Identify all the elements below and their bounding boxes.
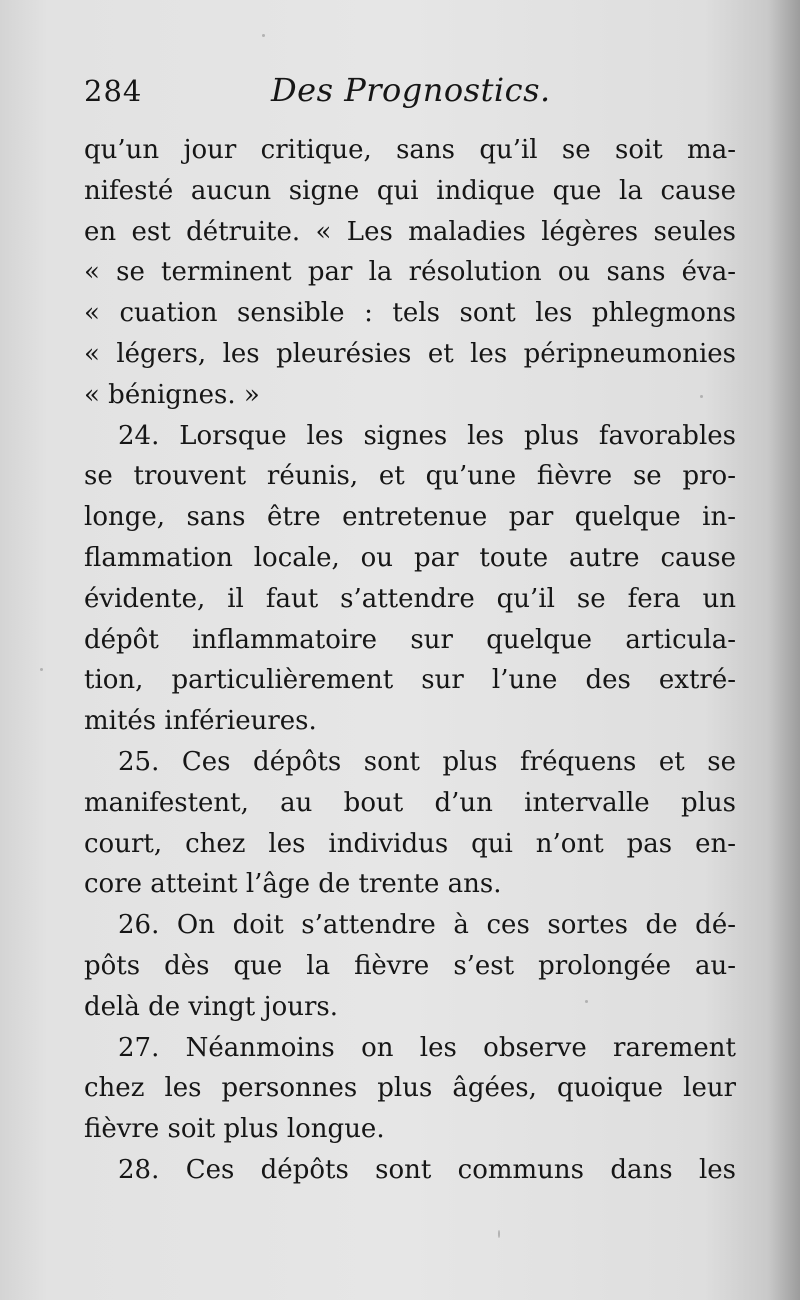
paragraph-start: 28. Ces dépôts sont communs dans les (118, 1154, 736, 1185)
text-line: mités inférieures. (84, 706, 317, 737)
text-line: « cuation sensible : tels sont les phlegmons (84, 298, 736, 329)
text-line: « légers, les pleurésies et les péripneumonies (84, 338, 736, 369)
text-line: se trouvent réunis, et qu’une fièvre se pro- (84, 461, 736, 492)
text-line: qu’un jour critique, sans qu’il se soit ma- (84, 135, 736, 165)
text-line: en est détruite. « Les maladies légères seules (84, 216, 736, 247)
paragraph-start: 26. On doit s’attendre à ces sortes de dé- (118, 910, 736, 941)
text-line: évidente, il faut s’attendre qu’il se fera un (84, 583, 736, 614)
running-title: Des Prognostics. (271, 71, 551, 109)
paper-speck (40, 668, 43, 671)
text-line: flammation locale, ou par toute autre cause (84, 542, 736, 573)
text-line: manifestent, au bout d’un intervalle plus (84, 787, 736, 818)
running-header (84, 62, 734, 112)
text-line: chez les personnes plus âgées, quoique leur (84, 1073, 736, 1104)
paper-speck (498, 1230, 500, 1238)
text-line: dépôt inflammatoire sur quelque articula- (84, 624, 736, 655)
text-line: tion, particulièrement sur l’une des extré- (84, 665, 736, 696)
text-line: longe, sans être entretenue par quelque in- (84, 502, 736, 533)
text-line: « se terminent par la résolution ou sans éva- (84, 257, 736, 288)
paragraph-start: 24. Lorsque les signes les plus favorables (118, 420, 736, 451)
paper-speck (262, 34, 265, 37)
text-line: delà de vingt jours. (84, 991, 339, 1022)
text-line: court, chez les individus qui n’ont pas en- (84, 828, 736, 859)
body-text (84, 130, 736, 1191)
paragraph-start: 25. Ces dépôts sont plus fréquens et se (118, 746, 736, 777)
text-line: nifesté aucun signe qui indique que la cause (84, 175, 736, 206)
text-line: pôts dès que la fièvre s’est prolongée au- (84, 950, 736, 981)
page-number: 284 (84, 74, 143, 108)
text-line: « bénignes. » (84, 379, 260, 410)
text-line: fièvre soit plus longue. (84, 1114, 385, 1145)
text-line: core atteint l’âge de trente ans. (84, 869, 502, 900)
paragraph-start: 27. Néanmoins on les observe rarement (118, 1032, 736, 1063)
